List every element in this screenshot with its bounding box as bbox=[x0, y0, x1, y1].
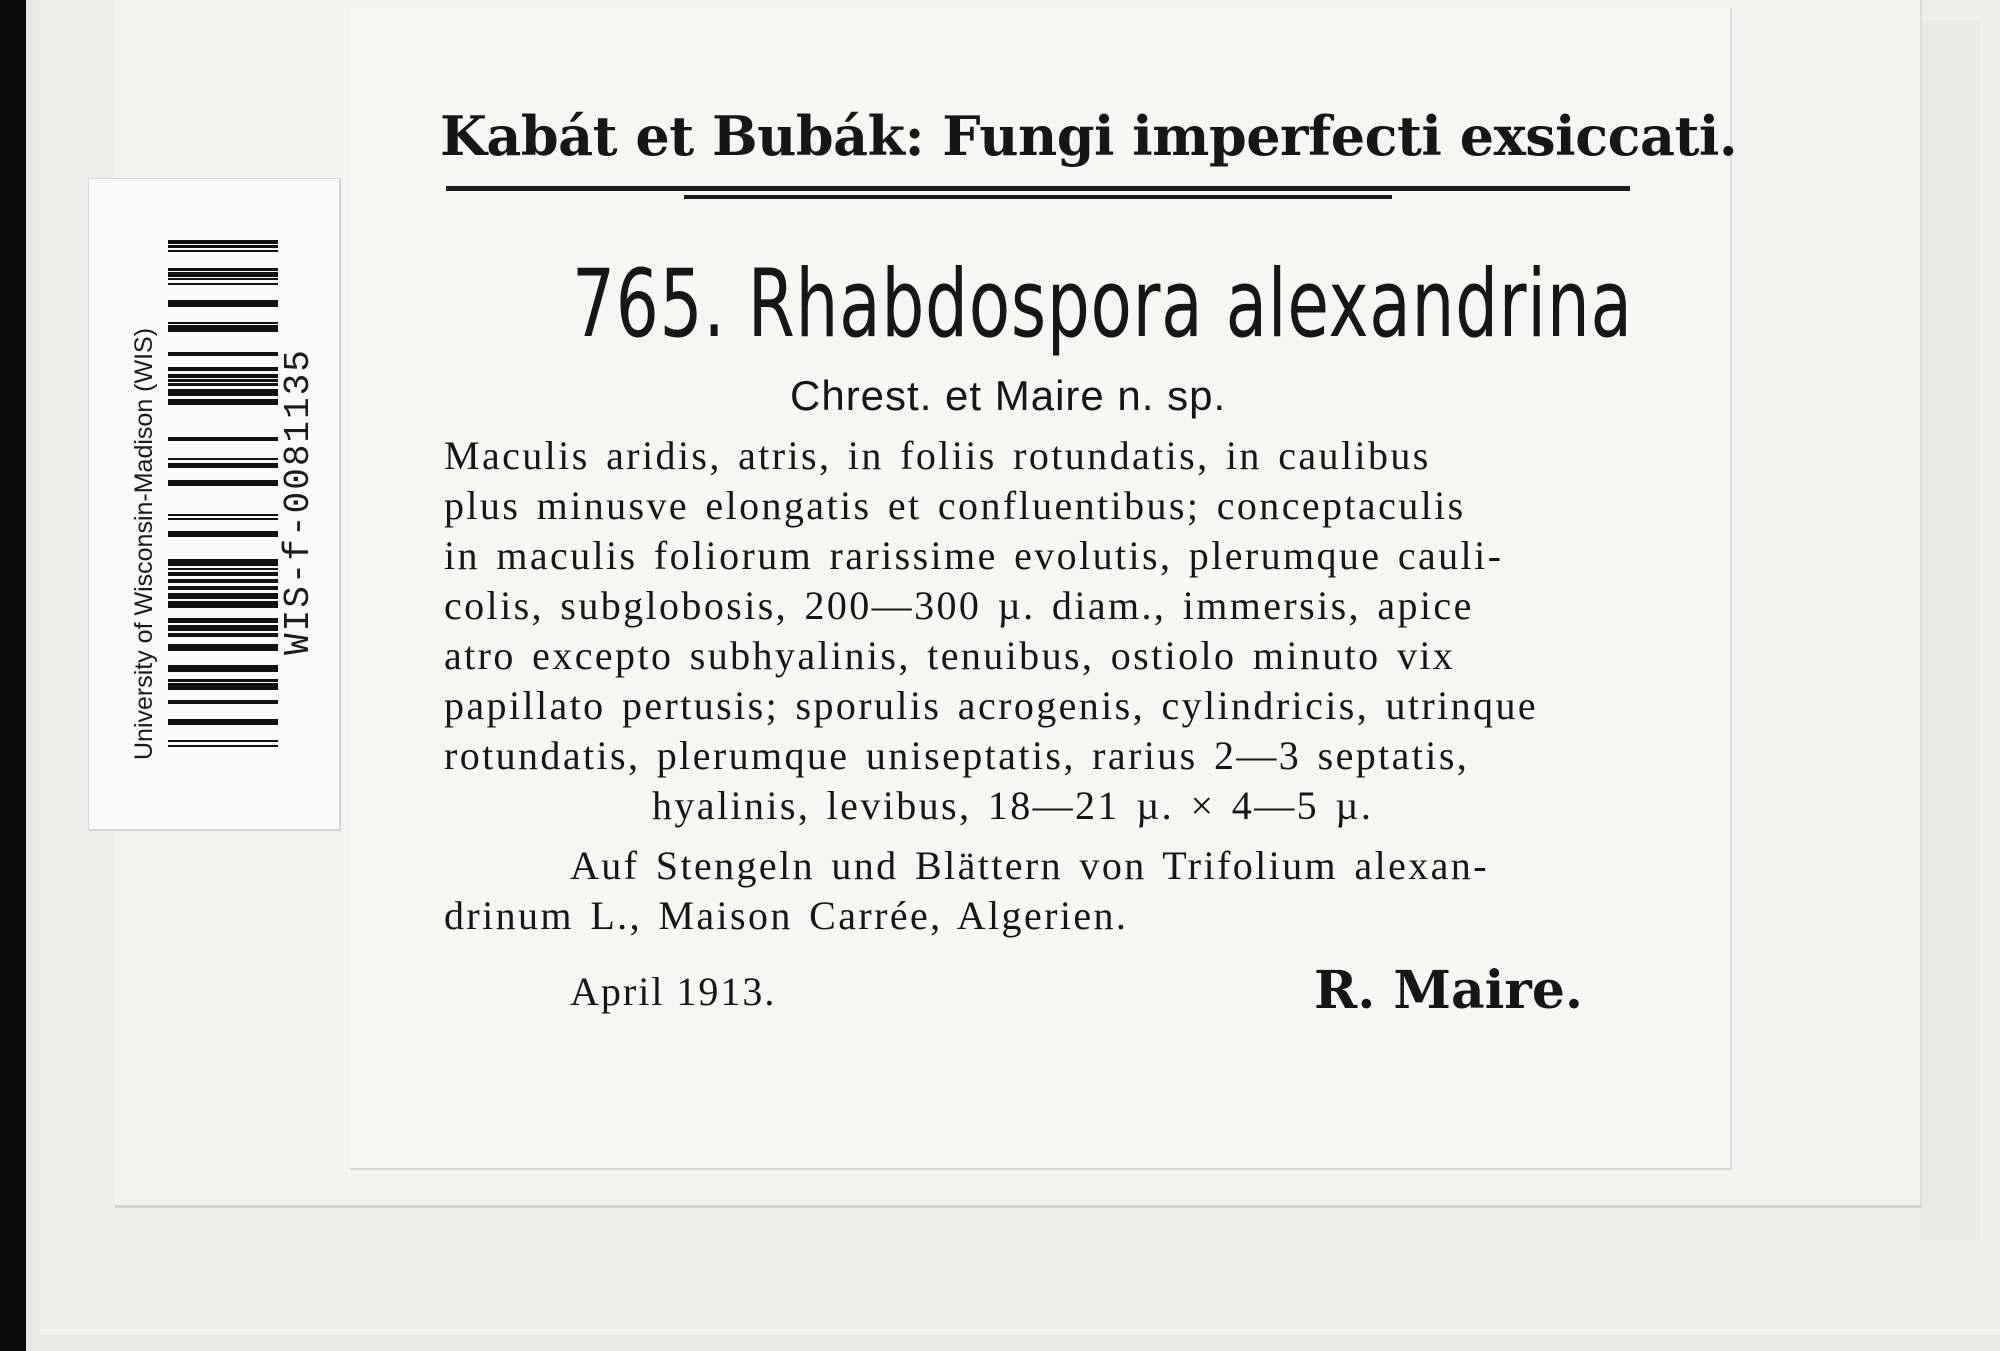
description-line: rotundatis, plerumque uniseptatis, rarius 2—3 septatis, bbox=[444, 733, 1470, 778]
description-line: hyalinis, levibus, 18—21 µ. × 4—5 µ. bbox=[652, 783, 1374, 828]
locality-line: drinum L., Maison Carrée, Algerien. bbox=[444, 893, 1129, 938]
title-rule-short bbox=[684, 195, 1392, 199]
collector-signature: R. Maire. bbox=[1314, 960, 1584, 1021]
series-title: Kabát et Bubák: Fungi imperfecti exsiccati. bbox=[440, 104, 1738, 168]
barcode bbox=[168, 240, 278, 760]
institution-text: University of Wisconsin-Madison (WIS) bbox=[130, 327, 158, 760]
description-line: colis, subglobosis, 200—300 µ. diam., immersis, apice bbox=[444, 583, 1474, 628]
description-line: atro excepto subhyalinis, tenuibus, ostiolo minuto vix bbox=[444, 633, 1456, 678]
collection-date: April 1913. bbox=[570, 969, 777, 1014]
catalog-number: WIS-f-0081135 bbox=[278, 348, 319, 655]
description-line: Maculis aridis, atris, in foliis rotundatis, in caulibus bbox=[444, 433, 1431, 478]
species-authority: Chrest. et Maire n. sp. bbox=[790, 372, 1227, 419]
locality-line: Auf Stengeln und Blättern von Trifolium alexan- bbox=[570, 843, 1489, 888]
description-line: plus minusve elongatis et confluentibus; conceptaculis bbox=[444, 483, 1466, 528]
description-line: in maculis foliorum rarissime evolutis, plerumque cauli- bbox=[444, 533, 1504, 578]
description-line: papillato pertusis; sporulis acrogenis, cylindricis, utrinque bbox=[444, 683, 1538, 728]
packet-edge bbox=[1920, 20, 1980, 1240]
title-rule-long bbox=[446, 186, 1630, 191]
species-title: 765. Rhabdospora alexandrina bbox=[572, 250, 1633, 359]
